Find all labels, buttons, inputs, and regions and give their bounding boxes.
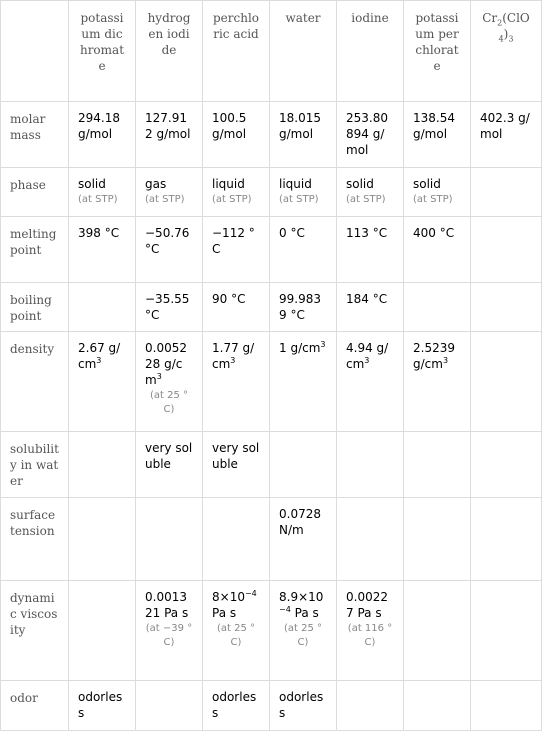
note: (at STP) bbox=[413, 194, 453, 205]
value: 0.001321 Pa s bbox=[145, 590, 189, 620]
note: (at STP) bbox=[212, 194, 252, 205]
value: gas bbox=[145, 177, 167, 191]
row-label: molar mass bbox=[1, 102, 69, 168]
cell bbox=[203, 581, 270, 681]
row-phase bbox=[1, 168, 542, 217]
value: liquid bbox=[279, 177, 312, 191]
note: (at −39 °C) bbox=[145, 623, 193, 648]
exponent: 3 bbox=[230, 356, 236, 365]
cell: 0 °C bbox=[270, 217, 337, 283]
exponent: −4 bbox=[279, 605, 291, 614]
note: (at 25 °C) bbox=[283, 623, 323, 648]
value: 2.67 g/cm bbox=[78, 341, 121, 371]
value: 1 g/cm bbox=[279, 341, 321, 355]
formula-part: ) bbox=[503, 27, 509, 41]
value: 0.00227 Pa s bbox=[346, 590, 388, 620]
exponent: −4 bbox=[244, 589, 257, 598]
cell: 0.0728 N/m bbox=[270, 498, 337, 581]
row-label: phase bbox=[1, 168, 69, 217]
value-mantissa: 8×10 bbox=[212, 590, 245, 604]
value: solid bbox=[78, 177, 106, 191]
cell bbox=[136, 168, 203, 217]
formula-sub: 2 bbox=[497, 18, 503, 28]
cell bbox=[136, 498, 203, 581]
row-surface-tension bbox=[1, 498, 542, 581]
cell: 99.9839 °C bbox=[270, 283, 337, 332]
note: (at STP) bbox=[279, 194, 319, 205]
note: (at STP) bbox=[346, 194, 386, 205]
cell bbox=[270, 432, 337, 498]
cell bbox=[203, 332, 270, 432]
formula-sub: 4 bbox=[498, 34, 504, 44]
cell bbox=[404, 168, 471, 217]
col-potassium-perchlorate: potassium perchlorate bbox=[404, 1, 471, 102]
cell: odorless bbox=[203, 681, 270, 731]
col-chromium-perchlorate bbox=[471, 1, 542, 102]
cell: 100.5 g/mol bbox=[203, 102, 270, 168]
value: 2.5239 g/cm bbox=[413, 341, 455, 371]
cell: −50.76 °C bbox=[136, 217, 203, 283]
col-hydrogen-iodide: hydrogen iodide bbox=[136, 1, 203, 102]
cell bbox=[69, 581, 136, 681]
cell: 90 °C bbox=[203, 283, 270, 332]
cell bbox=[69, 332, 136, 432]
value: 1.77 g/cm bbox=[212, 341, 255, 371]
cell bbox=[69, 498, 136, 581]
cell: 402.3 g/mol bbox=[471, 102, 542, 168]
col-iodine: iodine bbox=[337, 1, 404, 102]
row-label: dynamic viscosity bbox=[1, 581, 69, 681]
exponent: 3 bbox=[320, 340, 326, 349]
cell bbox=[337, 581, 404, 681]
cell bbox=[404, 581, 471, 681]
cell: 184 °C bbox=[337, 283, 404, 332]
cell bbox=[471, 432, 542, 498]
cell bbox=[471, 681, 542, 731]
cell bbox=[404, 498, 471, 581]
cell bbox=[404, 681, 471, 731]
cell bbox=[136, 581, 203, 681]
formula-part: Cr bbox=[482, 11, 498, 25]
cell: odorless bbox=[69, 681, 136, 731]
cell bbox=[337, 681, 404, 731]
cell bbox=[136, 681, 203, 731]
cell bbox=[471, 498, 542, 581]
row-boiling-point bbox=[1, 283, 542, 332]
cell bbox=[270, 332, 337, 432]
cell bbox=[203, 168, 270, 217]
note: (at STP) bbox=[145, 194, 185, 205]
value: 4.94 g/cm bbox=[346, 341, 389, 371]
exponent: 3 bbox=[364, 356, 370, 365]
cell bbox=[337, 498, 404, 581]
cell: 138.54 g/mol bbox=[404, 102, 471, 168]
col-potassium-dichromate: potassium dichromate bbox=[69, 1, 136, 102]
row-solubility bbox=[1, 432, 542, 498]
note: (at STP) bbox=[78, 194, 118, 205]
formula-part: (ClO bbox=[502, 11, 530, 25]
cell: odorless bbox=[270, 681, 337, 731]
row-odor bbox=[1, 681, 542, 731]
cell bbox=[337, 168, 404, 217]
cell bbox=[136, 332, 203, 432]
cell: −112 °C bbox=[203, 217, 270, 283]
cell bbox=[270, 581, 337, 681]
cell: 113 °C bbox=[337, 217, 404, 283]
col-perchloric-acid: perchloric acid bbox=[203, 1, 270, 102]
value-unit: Pa s bbox=[294, 606, 319, 620]
cell bbox=[203, 498, 270, 581]
row-molar-mass bbox=[1, 102, 542, 168]
row-density bbox=[1, 332, 542, 432]
cell: very soluble bbox=[203, 432, 270, 498]
row-label: surface tension bbox=[1, 498, 69, 581]
cell bbox=[471, 217, 542, 283]
cell: 294.18 g/mol bbox=[69, 102, 136, 168]
cell bbox=[337, 432, 404, 498]
value: 0.005228 g/cm bbox=[145, 341, 187, 387]
cell bbox=[471, 283, 542, 332]
row-label: boiling point bbox=[1, 283, 69, 332]
cell: 398 °C bbox=[69, 217, 136, 283]
note: (at 116 °C) bbox=[347, 623, 393, 648]
row-melting-point bbox=[1, 217, 542, 283]
formula-sub: 3 bbox=[508, 34, 514, 44]
cell bbox=[404, 332, 471, 432]
corner-cell bbox=[1, 1, 69, 102]
cell: very soluble bbox=[136, 432, 203, 498]
exponent: 3 bbox=[96, 356, 102, 365]
value-unit: Pa s bbox=[212, 606, 237, 620]
header-row bbox=[1, 1, 542, 102]
col-water: water bbox=[270, 1, 337, 102]
cell bbox=[404, 283, 471, 332]
row-label: odor bbox=[1, 681, 69, 731]
value-mantissa: 8.9×10 bbox=[279, 590, 324, 604]
value: liquid bbox=[212, 177, 245, 191]
cell bbox=[69, 432, 136, 498]
value: solid bbox=[413, 177, 441, 191]
row-label: solubility in water bbox=[1, 432, 69, 498]
note: (at 25 °C) bbox=[149, 390, 189, 415]
row-label: melting point bbox=[1, 217, 69, 283]
note: (at 25 °C) bbox=[216, 623, 256, 648]
exponent: 3 bbox=[156, 372, 162, 381]
cell: −35.55 °C bbox=[136, 283, 203, 332]
cell bbox=[69, 283, 136, 332]
row-label: density bbox=[1, 332, 69, 432]
cell: 127.912 g/mol bbox=[136, 102, 203, 168]
cell bbox=[270, 168, 337, 217]
cell: 400 °C bbox=[404, 217, 471, 283]
value: solid bbox=[346, 177, 374, 191]
cell bbox=[69, 168, 136, 217]
cell bbox=[471, 168, 542, 217]
cell bbox=[471, 332, 542, 432]
cell bbox=[404, 432, 471, 498]
cell: 18.015 g/mol bbox=[270, 102, 337, 168]
cell bbox=[471, 581, 542, 681]
cell bbox=[337, 332, 404, 432]
cell: 253.80894 g/mol bbox=[337, 102, 404, 168]
row-viscosity bbox=[1, 581, 542, 681]
exponent: 3 bbox=[442, 356, 449, 365]
